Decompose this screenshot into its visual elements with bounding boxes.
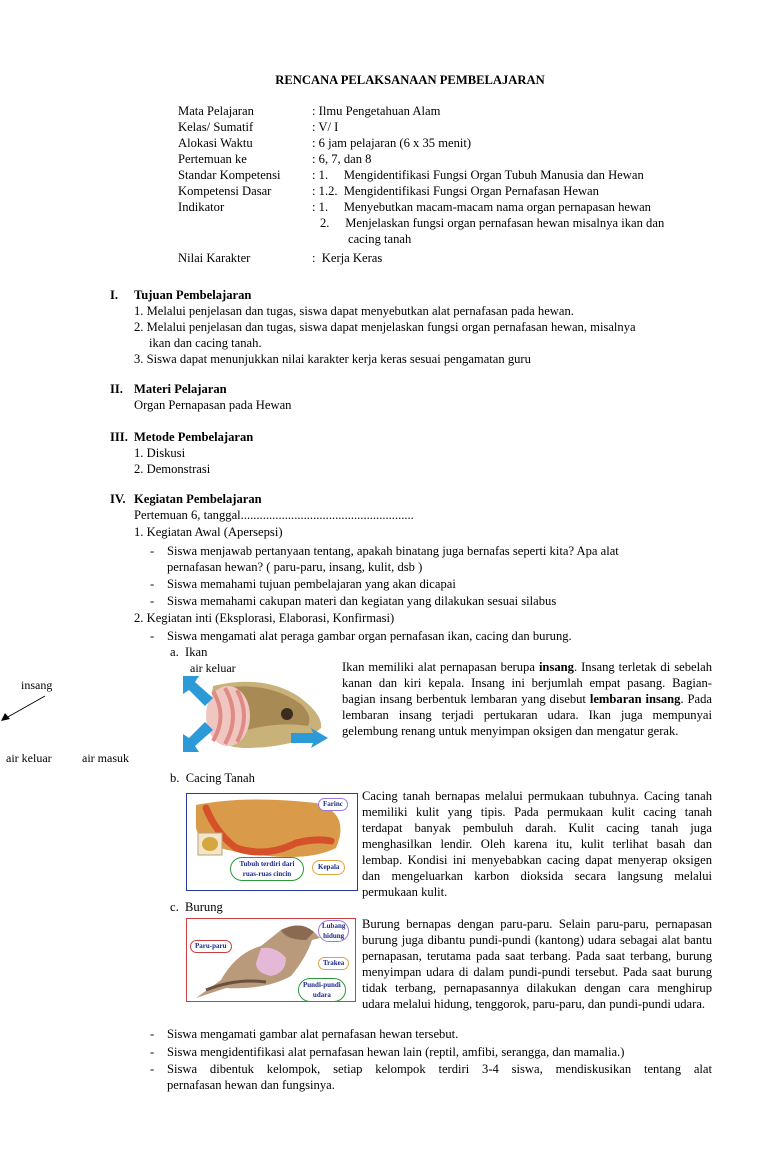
margin-note-air-keluar: air keluar xyxy=(6,751,52,765)
arrow-icon xyxy=(0,694,50,724)
list-item: 3. Siswa dapat menunjukkan nilai karakter kerja keras sesuai pengamatan guru xyxy=(134,352,531,366)
section-number: I. xyxy=(110,288,119,302)
list-item: Siswa mengidentifikasi alat pernafasan hewan lain (reptil, amfibi, serangga, dan mamalia.) xyxy=(167,1045,625,1059)
label-line: udara xyxy=(312,991,331,999)
cacing-heading: b. Cacing Tanah xyxy=(170,771,255,785)
burung-heading: c. Burung xyxy=(170,900,223,914)
section-heading: Materi Pelajaran xyxy=(134,382,227,396)
label-tubuh xyxy=(230,857,304,881)
info-label: Alokasi Waktu xyxy=(178,136,253,150)
dash: - xyxy=(150,544,155,558)
list-item-cont: pernafasan hewan dan fungsinya. xyxy=(167,1078,335,1092)
list-item: 2. Demonstrasi xyxy=(134,462,211,476)
section-heading: Tujuan Pembelajaran xyxy=(134,288,252,302)
info-value: : V/ I xyxy=(312,120,339,134)
list-item: 1. Melalui penjelasan dan tugas, siswa dapat menyebutkan alat pernafasan pada hewan. xyxy=(134,304,574,318)
label-pundi-pundi xyxy=(298,978,346,1002)
label-lubang-hidung xyxy=(318,920,349,942)
dash: - xyxy=(150,594,155,608)
label-line: ruas-ruas cincin xyxy=(242,870,292,878)
info-label: Kompetensi Dasar xyxy=(178,184,272,198)
section-body: Organ Pernapasan pada Hewan xyxy=(134,398,292,412)
info-value: : Ilmu Pengetahuan Alam xyxy=(312,104,441,118)
dash: - xyxy=(150,1062,155,1076)
list-item: Siswa menjawab pertanyaan tentang, apakah binatang juga bernafas seperti kita? Apa alat xyxy=(167,544,619,558)
fish-gill-image xyxy=(183,676,328,752)
label-farinc: Farinc xyxy=(318,798,348,811)
section-heading: Kegiatan Pembelajaran xyxy=(134,492,262,506)
burung-paragraph: Burung bernapas dengan paru-paru. Selain paru-paru, pernapasan burung juga dibantu pundi-pundi (kantong) udara sebagai alat bantu pernapasan, terutama pada saat terbang. Pada saat terbang, burung menyimpan udara di dalam pundi-pundi tersebut. Pada saat burung tidak terbang, pernapasannya dilakukan dengan cara menghirup udara melalui hidung, tenggorok, paru-paru, dan pundi-pundi udara. xyxy=(362,917,712,1011)
bold-term: lembaran insang xyxy=(589,692,681,706)
margin-note-insang: insang xyxy=(21,678,53,692)
section-heading: Metode Pembelajaran xyxy=(134,430,254,444)
section-number: II. xyxy=(110,382,123,396)
label-line: Tubuh terdiri dari xyxy=(239,860,295,868)
subheading-inti: 2. Kegiatan inti (Eksplorasi, Elaborasi, Konfirmasi) xyxy=(134,611,395,625)
info-label: Kelas/ Sumatif xyxy=(178,120,254,134)
text: . Insang terletak di sebelah kanan dan kiri kepala. Insang ini berjumlah empat pasang. Bagian-bagian insang berbentuk lembaran yang disebut xyxy=(342,660,712,706)
bold-term: insang xyxy=(538,660,574,674)
list-item: 2. Melalui penjelasan dan tugas, siswa dapat menjelaskan fungsi organ pernafasan hewan, misalnya xyxy=(134,320,636,334)
dash: - xyxy=(150,1045,155,1059)
info-value: : 1.2. Mengidentifikasi Fungsi Organ Pernafasan Hewan xyxy=(312,184,599,198)
info-value: : 6, 7, dan 8 xyxy=(312,152,372,166)
info-value: : Kerja Keras xyxy=(312,251,383,265)
indikator-2: 2. Menjelaskan fungsi organ pernafasan hewan misalnya ikan dan xyxy=(320,216,665,230)
fish-figure-label: air keluar xyxy=(190,661,236,675)
section-number: III. xyxy=(110,430,128,444)
ikan-heading: a. Ikan xyxy=(170,645,208,659)
label-line: Pundi-pundi xyxy=(303,981,341,989)
indikator-2-cont: cacing tanah xyxy=(348,232,412,246)
list-item-cont: pernafasan hewan? ( paru-paru, insang, kulit, dsb ) xyxy=(167,560,423,574)
list-item: Siswa dibentuk kelompok, setiap kelompok terdiri 3-4 siswa, mendiskusikan tentang alat xyxy=(167,1062,712,1076)
info-label: Nilai Karakter xyxy=(178,251,251,265)
info-value: : 6 jam pelajaran (6 x 35 menit) xyxy=(312,136,472,150)
info-label: Pertemuan ke xyxy=(178,152,247,166)
ikan-paragraph xyxy=(342,659,712,739)
margin-note-air-masuk: air masuk xyxy=(82,751,129,765)
list-item: Siswa mengamati alat peraga gambar organ pernafasan ikan, cacing dan burung. xyxy=(167,629,572,643)
page-title: RENCANA PELAKSANAAN PEMBELAJARAN xyxy=(275,73,545,87)
subheading-awal: 1. Kegiatan Awal (Apersepsi) xyxy=(134,525,283,539)
section-number: IV. xyxy=(110,492,126,506)
info-value: : 1. Mengidentifikasi Fungsi Organ Tubuh Manusia dan Hewan xyxy=(312,168,644,182)
dash: - xyxy=(150,1027,155,1041)
label-kepala: Kepala xyxy=(312,860,345,875)
list-item: Siswa memahami tujuan pembelajaran yang akan dicapai xyxy=(167,577,456,591)
info-label: Standar Kompetensi xyxy=(178,168,281,182)
label-paru-paru: Paru-paru xyxy=(190,940,232,953)
list-item: Siswa memahami cakupan materi dan kegiatan yang dilakukan sesuai silabus xyxy=(167,594,557,608)
label-line: hidung xyxy=(323,932,345,940)
cacing-paragraph: Cacing tanah bernapas melalui permukaan tubuhnya. Cacing tanah memiliki kulit yang tipis. Pada permukaan kulit cacing tanah terdapat banyak pembuluh darah. Kulit cacing tanah juga menghasilkan lendir. Oleh karena itu, kulit terlihat basah dan lembap. Kondisi ini menyebabkan cacing dapat menyerap oksigen dan mengeluarkan karbon dioksida secara langsung melalui permukaan kulit. xyxy=(362,789,712,899)
pertemuan-line: Pertemuan 6, tanggal....................................................... xyxy=(134,508,414,522)
list-item-cont: ikan dan cacing tanah. xyxy=(149,336,262,350)
dash: - xyxy=(150,577,155,591)
info-label: Mata Pelajaran xyxy=(178,104,254,118)
dash: - xyxy=(150,629,155,643)
text: . Pada lembaran insang terjadi pertukaran udara. Ikan juga mempunyai gelembung renang untuk menyimpan oksigen dan mengatur gerak. xyxy=(342,692,712,738)
list-item: Siswa mengamati gambar alat pernafasan hewan tersebut. xyxy=(167,1027,459,1041)
list-item: 1. Diskusi xyxy=(134,446,186,460)
label-line: Lubang xyxy=(322,922,346,930)
text: Ikan memiliki alat pernapasan berupa xyxy=(342,660,539,674)
label-trakea: Trakea xyxy=(318,957,349,970)
info-label: Indikator xyxy=(178,200,225,214)
info-value: : 1. Menyebutkan macam-macam nama organ pernapasan hewan xyxy=(312,200,651,214)
